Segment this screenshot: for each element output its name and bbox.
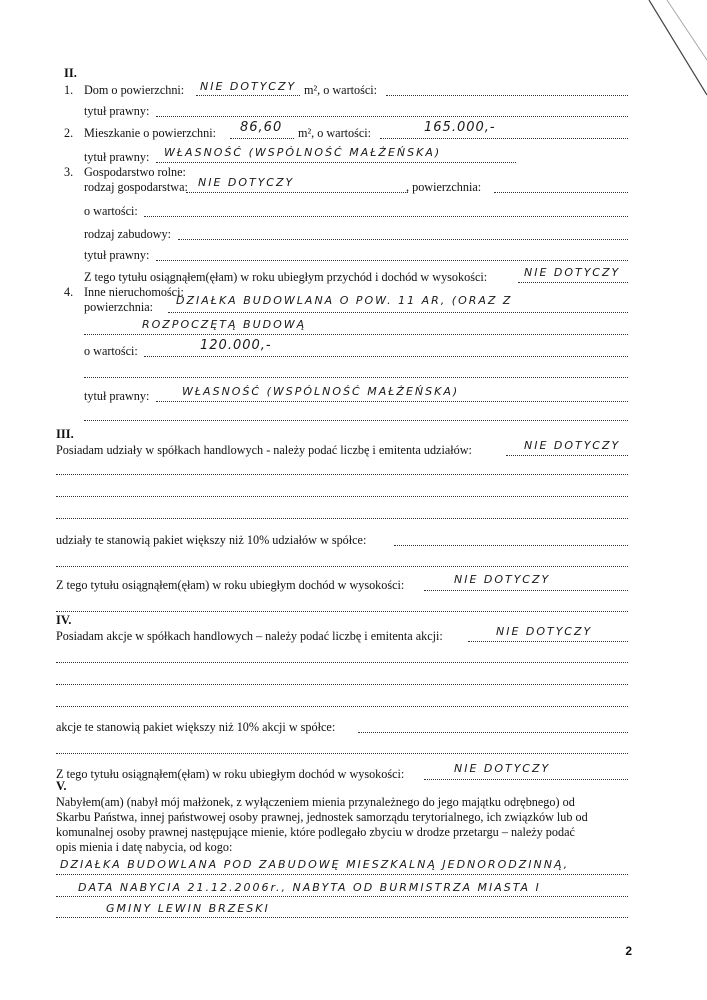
rodzaj-gospodarstwa-label: rodzaj gospodarstwa:	[84, 180, 188, 194]
inne-wartosc-line-2	[84, 377, 628, 378]
dom-tytul-label: tytuł prawny:	[84, 104, 150, 118]
dom-value-line	[386, 95, 628, 96]
rodzaj-gospodarstwa-value: NIE DOTYCZY	[198, 176, 295, 189]
nabycie-text-3: komunalnej osoby prawnej następujące mienie, które podlegało zbyciu w drodze przetargu – należy podać	[56, 825, 575, 839]
mieszkanie-label: Mieszkanie o powierzchni:	[84, 126, 216, 140]
dom-area-line	[196, 95, 300, 96]
gosp-przychod-value: NIE DOTYCZY	[524, 266, 621, 279]
udzialy-dochod-line	[424, 590, 628, 591]
dom-m2-label: m², o wartości:	[304, 83, 378, 97]
dom-label: Dom o powierzchni:	[84, 83, 185, 97]
akcje-pakiet-line-2	[56, 753, 628, 754]
udzialy-pakiet-line-2	[56, 566, 628, 567]
section-5-heading: V.	[56, 779, 67, 793]
gosp-tytul-label: tytuł prawny:	[84, 248, 150, 262]
nabycie-line-1	[56, 874, 628, 875]
rodzaj-gospodarstwa-line	[186, 192, 408, 193]
mieszkanie-tytul-line	[156, 162, 516, 163]
mieszkanie-area-value: 86,60	[240, 120, 283, 135]
inne-tytul-value: WŁASNOŚĆ (WSPÓLNOŚĆ MAŁŻEŃSKA)	[182, 385, 460, 398]
mieszkanie-m2-label: m², o wartości:	[298, 126, 372, 140]
udzialy-label: Posiadam udziały w spółkach handlowych - należy podać liczbę i emitenta udziałów:	[56, 443, 472, 457]
udzialy-line-3	[56, 496, 628, 497]
akcje-pakiet-line	[358, 732, 628, 733]
inne-tytul-line-2	[84, 420, 628, 421]
udzialy-line-2	[56, 474, 628, 475]
inne-powierzchnia-line-2	[84, 334, 628, 335]
rodzaj-zabudowy-line	[178, 239, 628, 240]
dom-tytul-line	[156, 116, 628, 117]
nabycie-line-3	[56, 917, 628, 918]
inne-nieruchomosci-label: Inne nieruchomości:	[84, 285, 184, 299]
udzialy-line-4	[56, 518, 628, 519]
akcje-value: NIE DOTYCZY	[496, 625, 593, 638]
gosp-przychod-label: Z tego tytułu osiągnąłem(ęłam) w roku ubiegłym przychód i dochód w wysokości:	[84, 270, 488, 284]
gosp-przychod-line	[518, 282, 628, 283]
udzialy-pakiet-label: udziały te stanowią pakiet większy niż 10% udziałów w spółce:	[56, 533, 367, 547]
inne-powierzchnia-value: DZIAŁKA BUDOWLANA O POW. 11 AR, (ORAZ Z	[176, 294, 513, 307]
item-3-number: 3.	[64, 165, 74, 179]
inne-powierzchnia-label: powierzchnia:	[84, 300, 154, 314]
nabycie-text-4: opis mienia i datę nabycia, od kogo:	[56, 840, 233, 854]
nabycie-text-1: Nabyłem(am) (nabył mój małżonek, z wyłączeniem mienia przynależnego do jego majątku odrębnego) od	[56, 795, 575, 809]
item-1-number: 1.	[64, 83, 74, 97]
page-number: 2	[625, 944, 632, 958]
nabycie-text-2: Skarbu Państwa, innej państwowej osoby prawnej, jednostek samorządu terytorialnego, ich związków lub od	[56, 810, 588, 824]
nabycie-handwritten-3: GMINY LEWIN BRZESKI	[106, 902, 270, 915]
akcje-line-3	[56, 684, 628, 685]
inne-powierzchnia-value-2: ROZPOCZĘTĄ BUDOWĄ	[142, 318, 307, 331]
gosp-wartosc-line	[144, 216, 628, 217]
mieszkanie-tytul-value: WŁASNOŚĆ (WSPÓLNOŚĆ MAŁŻEŃSKA)	[164, 146, 442, 159]
akcje-dochod-value: NIE DOTYCZY	[454, 762, 551, 775]
section-4-heading: IV.	[56, 613, 72, 627]
akcje-line-4	[56, 706, 628, 707]
section-3-heading: III.	[56, 427, 74, 441]
udzialy-dochod-label: Z tego tytułu osiągnąłem(ęłam) w roku ubiegłym dochód w wysokości:	[56, 578, 405, 592]
rodzaj-zabudowy-label: rodzaj zabudowy:	[84, 227, 171, 241]
powierzchnia-line	[494, 192, 628, 193]
akcje-dochod-label: Z tego tytułu osiągnąłem(ęłam) w roku ubiegłym dochód w wysokości:	[56, 767, 405, 781]
akcje-label: Posiadam akcje w spółkach handlowych – należy podać liczbę i emitenta akcji:	[56, 629, 443, 643]
item-4-number: 4.	[64, 285, 74, 299]
mieszkanie-value-line	[380, 138, 628, 139]
akcje-line-2	[56, 662, 628, 663]
mieszkanie-tytul-label: tytuł prawny:	[84, 150, 150, 164]
inne-tytul-line	[156, 401, 628, 402]
nabycie-handwritten-1: DZIAŁKA BUDOWLANA POD ZABUDOWĘ MIESZKALNĄ JEDNORODZINNĄ,	[60, 858, 570, 871]
akcje-dochod-line	[424, 779, 628, 780]
gospodarstwo-label: Gospodarstwo rolne:	[84, 165, 186, 179]
udzialy-dochod-line-2	[56, 611, 628, 612]
gosp-tytul-line	[156, 260, 628, 261]
udzialy-value: NIE DOTYCZY	[524, 439, 621, 452]
scan-corner-mark	[647, 0, 707, 120]
inne-wartosc-line	[144, 356, 628, 357]
inne-wartosc-label: o wartości:	[84, 344, 138, 358]
inne-wartosc-value: 120.000,-	[200, 338, 272, 353]
mieszkanie-area-line	[230, 138, 294, 139]
dom-area-value: NIE DOTYCZY	[200, 80, 297, 93]
item-2-number: 2.	[64, 126, 74, 140]
powierzchnia-label: , powierzchnia:	[406, 180, 482, 194]
udzialy-line	[506, 455, 628, 456]
gosp-wartosc-label: o wartości:	[84, 204, 138, 218]
nabycie-line-2	[56, 896, 628, 897]
inne-tytul-label: tytuł prawny:	[84, 389, 150, 403]
nabycie-handwritten-2: DATA NABYCIA 21.12.2006r., NABYTA OD BURMISTRZA MIASTA I	[78, 881, 541, 894]
akcje-pakiet-label: akcje te stanowią pakiet większy niż 10% akcji w spółce:	[56, 720, 336, 734]
udzialy-dochod-value: NIE DOTYCZY	[454, 573, 551, 586]
section-2-heading: II.	[64, 66, 77, 80]
akcje-line	[468, 641, 628, 642]
mieszkanie-value: 165.000,-	[424, 120, 496, 135]
udzialy-pakiet-line	[394, 545, 628, 546]
inne-powierzchnia-line	[168, 312, 628, 313]
